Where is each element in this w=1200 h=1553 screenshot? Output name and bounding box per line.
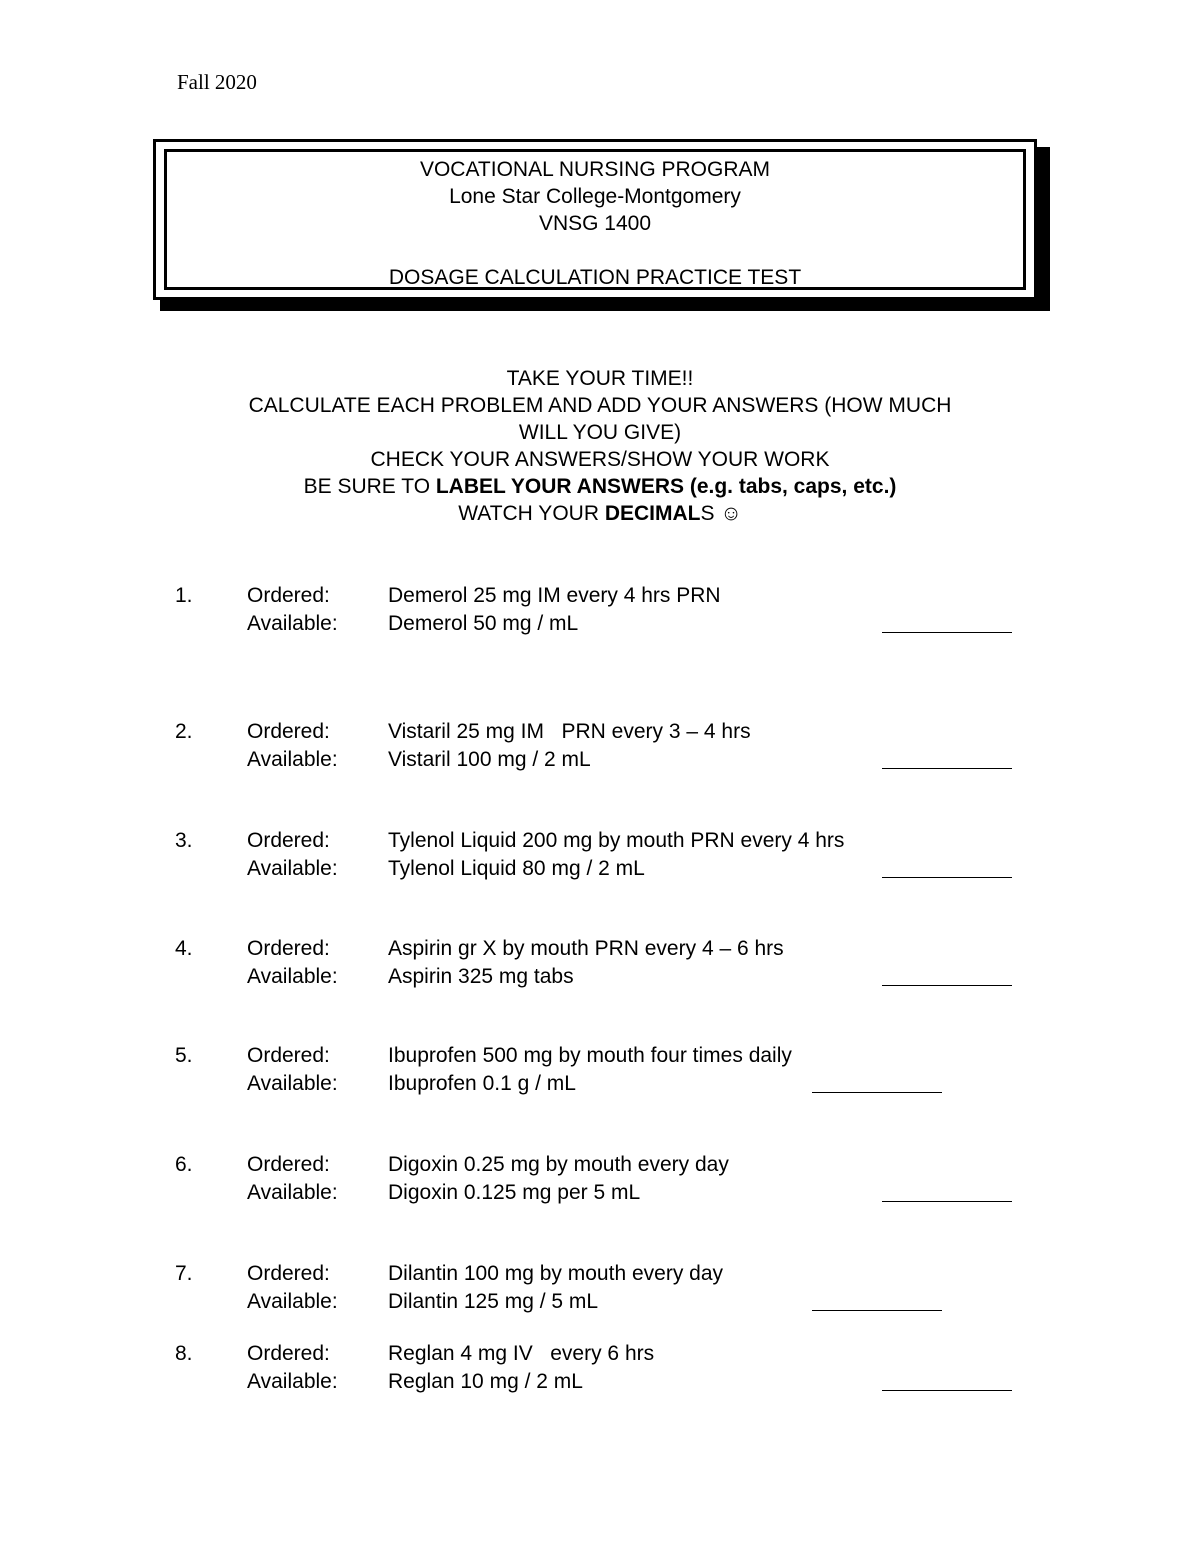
problem-3 xyxy=(175,827,1055,887)
title-box xyxy=(153,139,1037,300)
ordered-label: Ordered: xyxy=(247,1262,330,1285)
ordered-label: Ordered: xyxy=(247,720,330,743)
college-name: Lone Star College-Montgomery xyxy=(449,185,741,208)
available-label: Available: xyxy=(247,1072,338,1095)
available-text: Dilantin 125 mg / 5 mL xyxy=(388,1290,599,1313)
ordered-text: Demerol 25 mg IM every 4 hrs PRN xyxy=(388,584,721,607)
problem-1 xyxy=(175,582,1055,642)
problem-number: 3. xyxy=(175,829,193,852)
available-label: Available: xyxy=(247,1290,338,1313)
available-label: Available: xyxy=(247,1181,338,1204)
available-text: Aspirin 325 mg tabs xyxy=(388,965,574,988)
ordered-text: Tylenol Liquid 200 mg by mouth PRN every 4 hrs xyxy=(388,829,845,852)
ordered-text: Reglan 4 mg IV every 6 hrs xyxy=(388,1342,655,1365)
test-title: DOSAGE CALCULATION PRACTICE TEST xyxy=(388,266,802,289)
problem-7 xyxy=(175,1260,1055,1320)
problem-number: 7. xyxy=(175,1262,193,1285)
available-text: Reglan 10 mg / 2 mL xyxy=(388,1370,583,1393)
available-label: Available: xyxy=(247,748,338,771)
instruction-label xyxy=(150,473,1050,500)
instruction-decimals xyxy=(150,500,1050,527)
ordered-label: Ordered: xyxy=(247,1044,330,1067)
ordered-text: Dilantin 100 mg by mouth every day xyxy=(388,1262,724,1285)
ordered-text: Ibuprofen 500 mg by mouth four times daily xyxy=(388,1044,792,1067)
ordered-label: Ordered: xyxy=(247,937,330,960)
instruction-check: CHECK YOUR ANSWERS/SHOW YOUR WORK xyxy=(370,448,830,471)
instruction-decimals-suffix: S xyxy=(700,502,721,525)
available-text: Tylenol Liquid 80 mg / 2 mL xyxy=(388,857,645,880)
available-label: Available: xyxy=(247,965,338,988)
instruction-label-bold: LABEL YOUR ANSWERS (e.g. tabs, caps, etc.) xyxy=(435,475,897,498)
instruction-calculate-cont: WILL YOU GIVE) xyxy=(518,421,682,444)
title-box-inner xyxy=(164,149,1026,290)
available-text: Demerol 50 mg / mL xyxy=(388,612,579,635)
problem-number: 5. xyxy=(175,1044,193,1067)
ordered-label: Ordered: xyxy=(247,829,330,852)
available-text: Ibuprofen 0.1 g / mL xyxy=(388,1072,576,1095)
ordered-text: Digoxin 0.25 mg by mouth every day xyxy=(388,1153,729,1176)
answer-blank[interactable] xyxy=(882,768,1012,769)
program-name: VOCATIONAL NURSING PROGRAM xyxy=(419,158,771,181)
answer-blank[interactable] xyxy=(882,632,1012,633)
ordered-text: Aspirin gr X by mouth PRN every 4 – 6 hrs xyxy=(388,937,784,960)
answer-blank[interactable] xyxy=(882,1390,1012,1391)
instructions xyxy=(150,365,1050,527)
answer-blank[interactable] xyxy=(882,877,1012,878)
problem-number: 2. xyxy=(175,720,193,743)
problem-2 xyxy=(175,718,1055,778)
course-code: VNSG 1400 xyxy=(538,212,652,235)
available-label: Available: xyxy=(247,1370,338,1393)
available-label: Available: xyxy=(247,612,338,635)
answer-blank[interactable] xyxy=(812,1310,942,1311)
available-text: Vistaril 100 mg / 2 mL xyxy=(388,748,591,771)
ordered-label: Ordered: xyxy=(247,584,330,607)
ordered-text: Vistaril 25 mg IM PRN every 3 – 4 hrs xyxy=(388,720,751,743)
problem-4 xyxy=(175,935,1055,995)
answer-blank[interactable] xyxy=(882,985,1012,986)
available-label: Available: xyxy=(247,857,338,880)
problem-5 xyxy=(175,1042,1055,1102)
answer-blank[interactable] xyxy=(882,1201,1012,1202)
problem-number: 6. xyxy=(175,1153,193,1176)
problem-number: 1. xyxy=(175,584,193,607)
smiley-icon: ☺ xyxy=(720,502,742,525)
problem-8 xyxy=(175,1340,1055,1400)
instruction-decimals-bold: DECIMAL xyxy=(604,502,701,525)
instruction-take-time: TAKE YOUR TIME!! xyxy=(506,367,694,390)
ordered-label: Ordered: xyxy=(247,1342,330,1365)
instruction-decimals-prefix: WATCH YOUR xyxy=(458,502,605,525)
answer-blank[interactable] xyxy=(812,1092,942,1093)
problem-number: 4. xyxy=(175,937,193,960)
instruction-label-prefix: BE SURE TO xyxy=(303,475,436,498)
problem-6 xyxy=(175,1151,1055,1211)
ordered-label: Ordered: xyxy=(247,1153,330,1176)
problem-number: 8. xyxy=(175,1342,193,1365)
available-text: Digoxin 0.125 mg per 5 mL xyxy=(388,1181,641,1204)
instruction-calculate: CALCULATE EACH PROBLEM AND ADD YOUR ANSWERS (HOW MUCH xyxy=(248,394,952,417)
semester-label: Fall 2020 xyxy=(177,70,257,94)
